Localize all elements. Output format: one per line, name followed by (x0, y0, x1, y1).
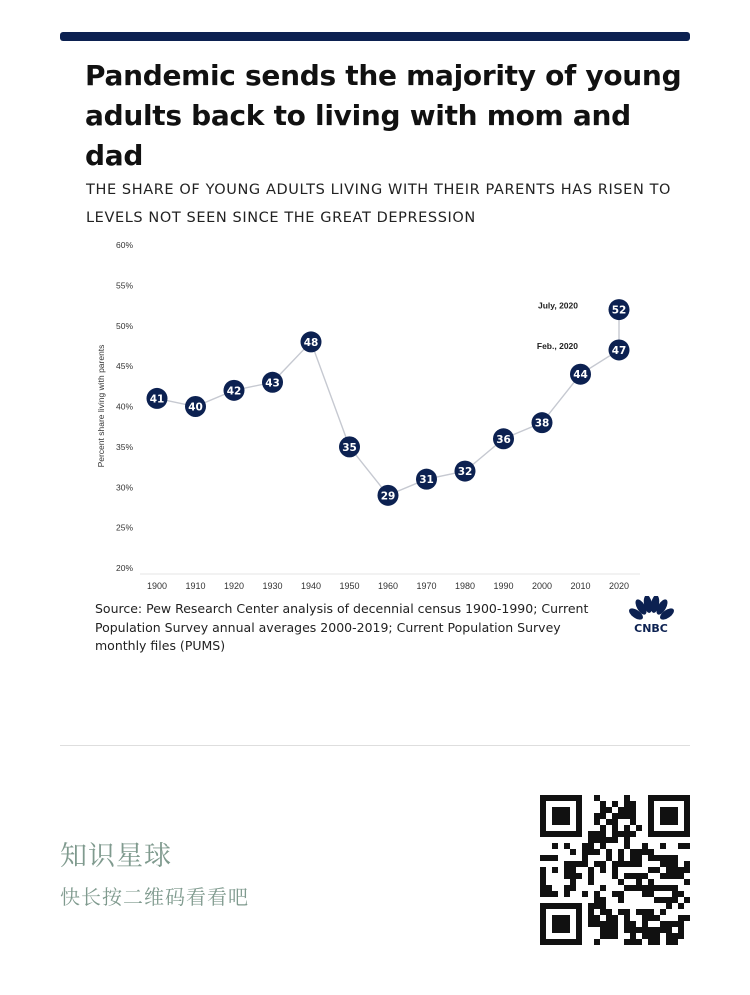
qr-module (630, 819, 636, 825)
qr-finder (576, 903, 582, 945)
qr-module (588, 837, 594, 843)
qr-module (636, 879, 642, 885)
y-tick-label: 30% (115, 482, 133, 493)
qr-module (606, 921, 612, 927)
qr-module (588, 909, 594, 915)
qr-module (654, 939, 660, 945)
qr-module (654, 915, 660, 921)
qr-module (642, 927, 648, 933)
qr-module (618, 807, 624, 813)
qr-module (636, 855, 642, 861)
qr-module (666, 933, 672, 939)
qr-module (642, 933, 648, 939)
qr-finder (552, 915, 570, 933)
qr-module (570, 849, 576, 855)
data-label: 42 (226, 385, 242, 398)
qr-module (624, 813, 630, 819)
qr-module (672, 867, 678, 873)
data-label: 48 (303, 336, 319, 349)
x-tick-label: 1990 (493, 581, 514, 591)
qr-module (636, 885, 642, 891)
qr-module (540, 873, 546, 879)
qr-module (600, 831, 606, 837)
qr-module (600, 861, 606, 867)
qr-module (540, 879, 546, 885)
qr-module (606, 849, 612, 855)
qr-module (588, 915, 594, 921)
qr-module (594, 891, 600, 897)
qr-module (660, 843, 666, 849)
qr-module (612, 867, 618, 873)
x-tick-label: 1960 (377, 581, 399, 591)
qr-module (630, 861, 636, 867)
qr-module (672, 939, 678, 945)
qr-module (594, 795, 600, 801)
qr-module (618, 855, 624, 861)
qr-module (600, 843, 606, 849)
qr-module (612, 831, 618, 837)
qr-module (546, 885, 552, 891)
qr-module (600, 867, 606, 873)
qr-module (552, 843, 558, 849)
qr-module (618, 891, 624, 897)
qr-module (672, 891, 678, 897)
qr-module (660, 897, 666, 903)
qr-module (642, 891, 648, 897)
qr-module (654, 927, 660, 933)
qr-finder (576, 795, 582, 837)
qr-finder (648, 831, 690, 837)
qr-module (546, 891, 552, 897)
source-note: Source: Pew Research Center analysis of decennial census 1900-1990; Current Population Survey annual averages 2000-2019; Current Population Survey monthly files (PUMS) (95, 601, 589, 653)
qr-module (606, 915, 612, 921)
qr-module (636, 909, 642, 915)
qr-module (564, 861, 570, 867)
qr-module (660, 855, 666, 861)
qr-module (564, 873, 570, 879)
y-axis-label: Percent share living with parents (96, 344, 106, 468)
qr-module (606, 933, 612, 939)
qr-module (624, 801, 630, 807)
y-tick-label: 40% (115, 401, 133, 412)
qr-finder (552, 807, 570, 825)
qr-module (594, 897, 600, 903)
qr-module (564, 867, 570, 873)
qr-module (648, 933, 654, 939)
qr-module (678, 915, 684, 921)
qr-module (606, 837, 612, 843)
qr-module (618, 831, 624, 837)
qr-module (648, 927, 654, 933)
qr-module (666, 921, 672, 927)
qr-module (582, 861, 588, 867)
qr-module (540, 855, 546, 861)
qr-module (648, 885, 654, 891)
qr-module (612, 819, 618, 825)
qr-module (648, 915, 654, 921)
series-line (157, 310, 619, 496)
qr-module (666, 897, 672, 903)
point-annotation: July, 2020 (537, 300, 578, 311)
qr-module (618, 813, 624, 819)
x-tick-label: 2000 (531, 581, 553, 591)
qr-finder (540, 903, 546, 945)
qr-module (600, 885, 606, 891)
qr-module (612, 891, 618, 897)
qr-module (678, 873, 684, 879)
qr-module (594, 903, 600, 909)
qr-module (618, 897, 624, 903)
qr-module (684, 897, 690, 903)
qr-module (570, 873, 576, 879)
qr-module (606, 807, 612, 813)
qr-module (588, 867, 594, 873)
x-tick-label: 2010 (570, 581, 591, 591)
qr-module (630, 927, 636, 933)
chart-title: Pandemic sends the majority of young adults back to living with mom and dad (85, 59, 682, 172)
qr-module (630, 939, 636, 945)
qr-module (576, 873, 582, 879)
qr-module (600, 903, 606, 909)
qr-module (660, 921, 666, 927)
data-label: 35 (342, 441, 357, 454)
qr-module (666, 939, 672, 945)
qr-module (642, 921, 648, 927)
data-label: 36 (496, 433, 511, 446)
qr-module (648, 891, 654, 897)
qr-module (612, 933, 618, 939)
data-label: 43 (265, 377, 280, 390)
qr-module (612, 873, 618, 879)
qr-module (600, 813, 606, 819)
promo-subtitle: 快长按二维码看看吧 (60, 885, 249, 909)
qr-module (672, 933, 678, 939)
qr-module (636, 861, 642, 867)
qr-module (570, 861, 576, 867)
x-tick-label: 1950 (339, 581, 360, 591)
qr-module (588, 831, 594, 837)
qr-module (600, 927, 606, 933)
qr-module (546, 855, 552, 861)
qr-module (552, 891, 558, 897)
qr-module (678, 921, 684, 927)
qr-module (630, 849, 636, 855)
qr-module (588, 921, 594, 927)
qr-module (540, 867, 546, 873)
qr-module (672, 873, 678, 879)
qr-module (642, 873, 648, 879)
qr-module (588, 903, 594, 909)
qr-module (648, 939, 654, 945)
qr-module (624, 831, 630, 837)
qr-module (612, 837, 618, 843)
qr-module (576, 861, 582, 867)
qr-module (660, 885, 666, 891)
qr-module (564, 885, 570, 891)
qr-module (600, 807, 606, 813)
qr-module (594, 837, 600, 843)
qr-module (654, 867, 660, 873)
qr-module (678, 933, 684, 939)
qr-module (678, 843, 684, 849)
qr-module (624, 825, 630, 831)
line-chart (0, 230, 750, 600)
qr-module (564, 891, 570, 897)
qr-module (600, 933, 606, 939)
qr-module (618, 879, 624, 885)
qr-module (624, 909, 630, 915)
qr-module (654, 855, 660, 861)
qr-module (678, 891, 684, 897)
qr-module (678, 867, 684, 873)
qr-module (684, 915, 690, 921)
qr-module (612, 915, 618, 921)
qr-module (612, 813, 618, 819)
x-tick-label: 1930 (262, 581, 283, 591)
qr-module (606, 909, 612, 915)
qr-module (594, 831, 600, 837)
x-tick-label: 1940 (300, 581, 322, 591)
qr-module (624, 921, 630, 927)
qr-module (594, 849, 600, 855)
qr-module (678, 927, 684, 933)
promo-title: 知识星球 (60, 841, 172, 872)
qr-module (660, 927, 666, 933)
qr-module (666, 855, 672, 861)
data-label: 52 (611, 304, 627, 317)
data-label: 29 (380, 490, 396, 503)
data-label: 41 (149, 393, 165, 406)
qr-module (594, 819, 600, 825)
qr-module (672, 897, 678, 903)
data-label: 31 (419, 474, 434, 487)
qr-module (624, 837, 630, 843)
x-tick-label: 1920 (223, 581, 245, 591)
data-label: 32 (457, 466, 473, 479)
qr-module (642, 909, 648, 915)
qr-module (600, 897, 606, 903)
qr-module (660, 861, 666, 867)
qr-module (552, 855, 558, 861)
data-label: 44 (573, 369, 588, 382)
qr-module (636, 825, 642, 831)
qr-module (654, 933, 660, 939)
qr-module (606, 855, 612, 861)
qr-module (684, 861, 690, 867)
x-tick-label: 1910 (185, 581, 206, 591)
qr-module (672, 885, 678, 891)
qr-module (600, 909, 606, 915)
qr-module (570, 879, 576, 885)
qr-module (624, 885, 630, 891)
qr-module (570, 885, 576, 891)
qr-finder (540, 795, 546, 837)
qr-module (654, 885, 660, 891)
y-tick-label: 45% (115, 361, 133, 372)
data-label: 40 (188, 401, 203, 414)
qr-module (630, 885, 636, 891)
qr-module (624, 795, 630, 801)
qr-module (588, 879, 594, 885)
qr-finder (540, 939, 582, 945)
qr-module (612, 801, 618, 807)
qr-finder (540, 903, 582, 909)
qr-module (666, 867, 672, 873)
qr-module (624, 873, 630, 879)
qr-finder (540, 831, 582, 837)
qr-module (624, 927, 630, 933)
qr-module (594, 915, 600, 921)
qr-finder (648, 795, 654, 837)
qr-module (642, 843, 648, 849)
qr-module (642, 885, 648, 891)
qr-module (618, 909, 624, 915)
section-divider (60, 745, 690, 746)
qr-module (618, 861, 624, 867)
qr-module (672, 861, 678, 867)
y-tick-label: 60% (115, 240, 133, 250)
qr-module (672, 921, 678, 927)
qr-module (588, 843, 594, 849)
qr-module (648, 909, 654, 915)
qr-module (630, 813, 636, 819)
qr-module (618, 849, 624, 855)
qr-module (582, 855, 588, 861)
qr-module (636, 849, 642, 855)
qr-module (594, 921, 600, 927)
point-annotation: Feb., 2020 (536, 340, 578, 351)
qr-module (582, 843, 588, 849)
data-label: 47 (611, 344, 627, 357)
qr-module (666, 903, 672, 909)
qr-module (636, 939, 642, 945)
qr-module (636, 927, 642, 933)
qr-module (588, 849, 594, 855)
y-tick-label: 50% (115, 320, 133, 331)
qr-module (582, 891, 588, 897)
qr-module (552, 867, 558, 873)
qr-module (672, 855, 678, 861)
qr-module (600, 837, 606, 843)
qr-module (564, 843, 570, 849)
qr-finder (648, 795, 690, 801)
qr-module (678, 903, 684, 909)
y-tick-label: 20% (115, 563, 133, 573)
qr-module (684, 843, 690, 849)
qr-module (648, 855, 654, 861)
x-tick-label: 1900 (146, 581, 168, 591)
qr-module (630, 873, 636, 879)
qr-module (642, 849, 648, 855)
qr-module (606, 927, 612, 933)
qr-module (600, 801, 606, 807)
qr-module (684, 879, 690, 885)
y-tick-label: 35% (115, 441, 133, 452)
qr-finder (684, 795, 690, 837)
qr-module (594, 861, 600, 867)
qr-module (600, 825, 606, 831)
qr-module (648, 867, 654, 873)
qr-module (606, 819, 612, 825)
qr-module (624, 939, 630, 945)
data-label: 38 (534, 417, 550, 430)
qr-module (582, 849, 588, 855)
qr-module (666, 873, 672, 879)
x-tick-label: 2020 (608, 581, 630, 591)
qr-module (612, 825, 618, 831)
qr-module (624, 861, 630, 867)
qr-module (624, 807, 630, 813)
qr-module (600, 921, 606, 927)
qr-module (630, 831, 636, 837)
qr-module (642, 915, 648, 921)
qr-module (630, 801, 636, 807)
qr-code[interactable] (540, 795, 690, 945)
chart-subtitle: THE SHARE OF YOUNG ADULTS LIVING WITH THEIR PARENTS HAS RISEN TO LEVELS NOT SEEN SINCE THE GREAT DEPRESSION (86, 182, 672, 226)
qr-module (660, 873, 666, 879)
qr-module (630, 933, 636, 939)
qr-module (630, 855, 636, 861)
y-tick-label: 25% (115, 522, 133, 533)
qr-module (612, 861, 618, 867)
qr-module (648, 849, 654, 855)
qr-module (660, 909, 666, 915)
qr-module (624, 843, 630, 849)
qr-module (630, 921, 636, 927)
qr-module (666, 861, 672, 867)
qr-finder (660, 807, 678, 825)
qr-module (570, 867, 576, 873)
qr-module (594, 813, 600, 819)
qr-module (624, 915, 630, 921)
y-tick-label: 55% (115, 280, 133, 291)
qr-module (648, 879, 654, 885)
qr-module (612, 921, 618, 927)
qr-module (684, 867, 690, 873)
qr-module (588, 873, 594, 879)
qr-module (654, 897, 660, 903)
qr-module (666, 927, 672, 933)
qr-module (630, 807, 636, 813)
qr-module (594, 939, 600, 945)
x-tick-label: 1980 (454, 581, 476, 591)
qr-module (666, 885, 672, 891)
x-tick-label: 1970 (416, 581, 437, 591)
qr-module (636, 873, 642, 879)
logo-wordmark: CNBC (634, 622, 668, 634)
qr-finder (540, 795, 582, 801)
cnbc-peacock-logo (627, 596, 675, 634)
qr-module (540, 891, 546, 897)
qr-module (540, 885, 546, 891)
top-accent-bar (60, 32, 690, 41)
qr-module (612, 927, 618, 933)
